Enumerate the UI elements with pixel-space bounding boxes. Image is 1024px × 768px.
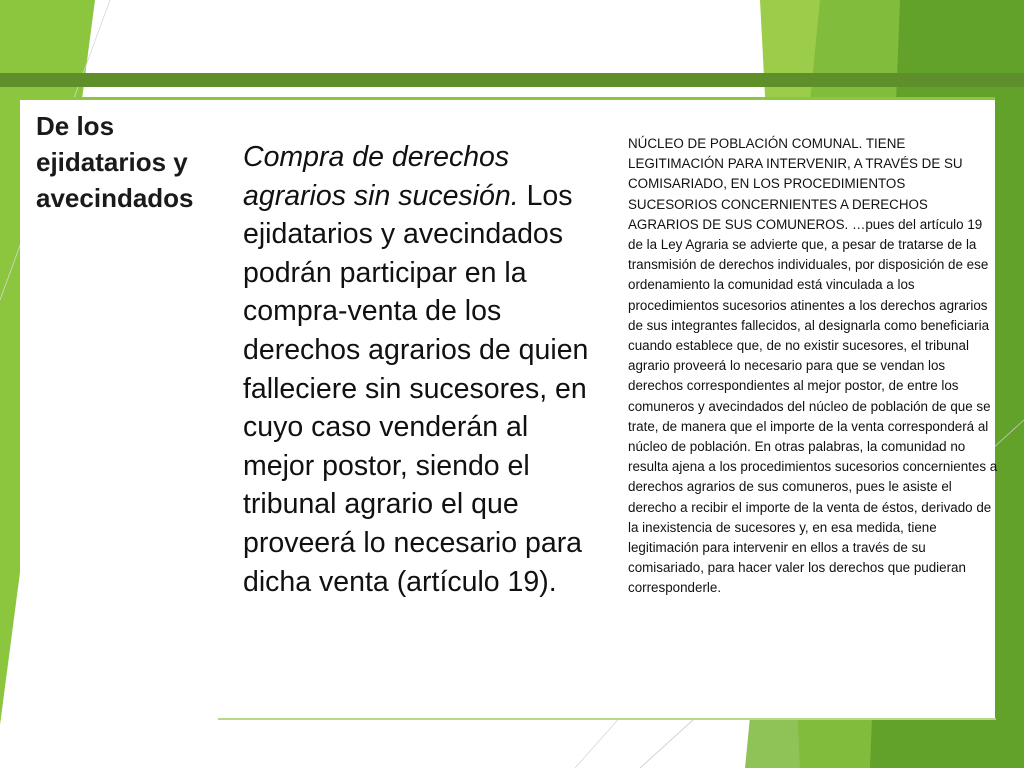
main-lead: Compra de derechos agrarios sin sucesión.: [243, 141, 519, 212]
top-header-rule: [0, 97, 995, 100]
main-paragraph: [243, 138, 595, 601]
jurisprudence-text: NÚCLEO DE POBLACIÓN COMUNAL. TIENE LEGITIMACIÓN PARA INTERVENIR, A TRAVÉS DE SU COMISARIADO, EN LOS PROCEDIMIENTOS SUCESORIOS CONCERNIENTES A DERECHOS AGRARIOS DE SUS COMUNEROS. …pues del artículo 19 de la Ley Agraria se advierte que, a pesar de tratarse de la transmisión de derechos individuales, por disposición de ese ordenamiento la comunidad está vinculada a los procedimientos sucesorios atinentes a los derechos agrarios de sus integrantes fallecidos, al designarla como beneficiaria cuando establece que, de no existir sucesores, el tribunal agrario proveerá lo necesario para que se vendan los derechos correspondientes al mejor postor, de entre los comuneros y avecindados del núcleo de población de que se trate, de manera que el importe de la venta corresponderá al núcleo de población. En otras palabras, la comunidad no resulta ajena a los procedimientos sucesorios concernientes a derechos agrarios de sus comuneros, pues le asiste el derecho a recibir el importe de la venta de éstos, derivado de la inexistencia de sucesores y, en esa medida, tiene legitimación para intervenir en ellos a través de su comisariado, para hacer valer los derechos que pudieran corresponderle.: [628, 136, 998, 596]
main-body: Los ejidatarios y avecindados podrán participar en la compra-venta de los derechos agrarios de quien falleciere sin sucesores, en cuyo caso venderán al mejor postor, siendo el tribunal agrario el que proveerá lo necesario para dicha venta (artículo 19).: [243, 179, 589, 598]
bottom-rule: [218, 718, 996, 720]
top-header-bar: [0, 73, 1024, 87]
slide-title: De los ejidatarios y avecindados: [36, 111, 194, 213]
